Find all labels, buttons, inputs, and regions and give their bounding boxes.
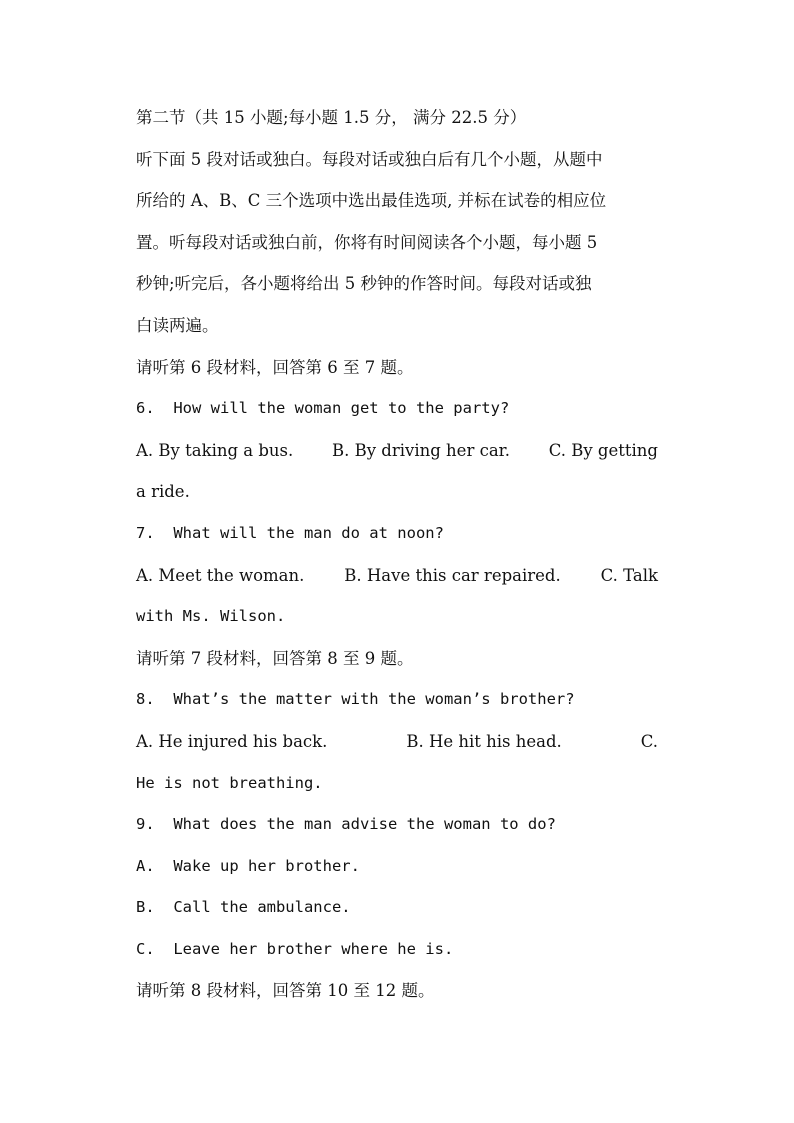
question-9-option-a: A. Wake up her brother.	[136, 856, 360, 875]
exam-page	[136, 97, 658, 1012]
option-c-continued: a ride.	[136, 482, 190, 502]
option-b: B. Have this car repaired.	[344, 565, 561, 585]
option-c-continued: He is not breathing.	[136, 773, 323, 792]
instruction-line-3: 置。听每段对话或独白前，你将有时间阅读各个小题，每小题 5	[136, 232, 598, 252]
option-c: C. Talk	[600, 565, 658, 585]
question-6: 6. How will the woman get to the party?	[136, 399, 510, 418]
passage-7-prompt: 请听第 7 段材料，回答第 8 至 9 题。	[136, 648, 414, 668]
question-7: 7. What will the man do at noon?	[136, 523, 444, 542]
section-header: 第二节（共 15 小题;每小题 1.5 分， 满分 22.5 分）	[136, 108, 527, 127]
instruction-line-1: 听下面 5 段对话或独白。每段对话或独白后有几个小题，从题中	[136, 149, 603, 169]
question-9: 9. What does the man advise the woman to do?	[136, 815, 556, 834]
passage-8-prompt: 请听第 8 段材料，回答第 10 至 12 题。	[136, 981, 435, 1001]
option-c: C.	[640, 731, 658, 751]
option-a: A. Meet the woman.	[136, 565, 305, 585]
option-c-continued: with Ms. Wilson.	[136, 607, 286, 626]
option-b: B. By driving her car.	[331, 440, 510, 460]
question-8: 8. What’s the matter with the woman’s brother?	[136, 690, 575, 709]
option-b: B. He hit his head.	[406, 731, 562, 751]
option-a: A. By taking a bus.	[136, 440, 294, 460]
option-a: A. He injured his back.	[136, 731, 328, 751]
question-7-options	[136, 555, 658, 597]
question-9-option-b: B. Call the ambulance.	[136, 898, 351, 917]
question-9-option-c: C. Leave her brother where he is.	[136, 939, 454, 958]
option-c: C. By getting	[548, 440, 658, 460]
question-8-options	[136, 721, 658, 763]
instruction-line-2: 所给的 A、B、C 三个选项中选出最佳选项, 并标在试卷的相应位	[136, 191, 607, 211]
instruction-line-4: 秒钟;听完后，各小题将给出 5 秒钟的作答时间。每段对话或独	[136, 274, 592, 294]
instruction-line-5: 白读两遍。	[136, 315, 219, 335]
question-6-options	[136, 430, 658, 472]
passage-6-prompt: 请听第 6 段材料，回答第 6 至 7 题。	[136, 357, 414, 377]
